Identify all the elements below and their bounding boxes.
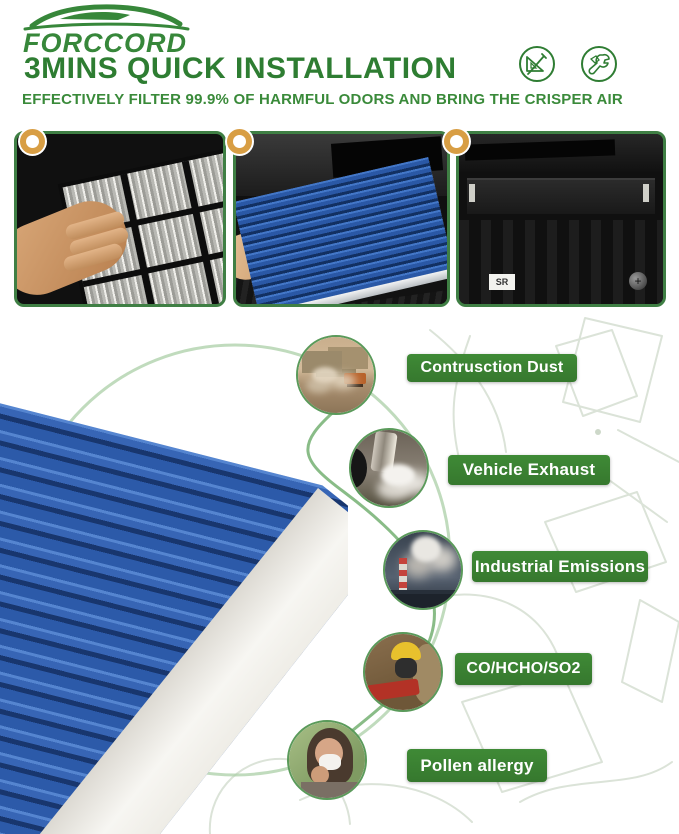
page-subtitle: EFFECTIVELY FILTER 99.9% OF HARMFUL ODORS AND BRING THE CRISPER AIR bbox=[22, 91, 623, 108]
pollutant-label-industrial-emissions: Industrial Emissions bbox=[472, 551, 648, 582]
pollutant-label-pollen-allergy: Pollen allergy bbox=[407, 749, 547, 782]
corner-ring-marker bbox=[20, 129, 45, 154]
pollutant-label-construction-dust: Contrusction Dust bbox=[407, 354, 577, 382]
pollutant-label-co-hcho-so2: CO/HCHO/SO2 bbox=[455, 653, 592, 685]
industrial-emissions-photo bbox=[383, 530, 463, 610]
step-photo-remove-old-filter bbox=[14, 131, 226, 307]
corner-ring-marker bbox=[444, 129, 469, 154]
gas-mask-worker-photo bbox=[363, 632, 443, 712]
corner-ring-marker bbox=[227, 129, 252, 154]
brand-logo: FORCCORD bbox=[23, 28, 187, 58]
vehicle-exhaust-photo bbox=[349, 428, 429, 508]
pollen-allergy-photo bbox=[287, 720, 367, 800]
page-title: 3MINS QUICK INSTALLATION bbox=[24, 52, 457, 85]
construction-dust-photo bbox=[296, 335, 376, 415]
step-photo-refit-cover bbox=[456, 131, 666, 307]
set-square-pencil-icon bbox=[519, 46, 555, 82]
step-photo-insert-new-filter bbox=[233, 131, 450, 307]
housing-sticker: SR bbox=[489, 274, 515, 290]
wrench-tools-icon bbox=[581, 46, 617, 82]
pollutant-label-vehicle-exhaust: Vehicle Exhaust bbox=[448, 455, 610, 485]
screw-icon: + bbox=[629, 272, 647, 290]
